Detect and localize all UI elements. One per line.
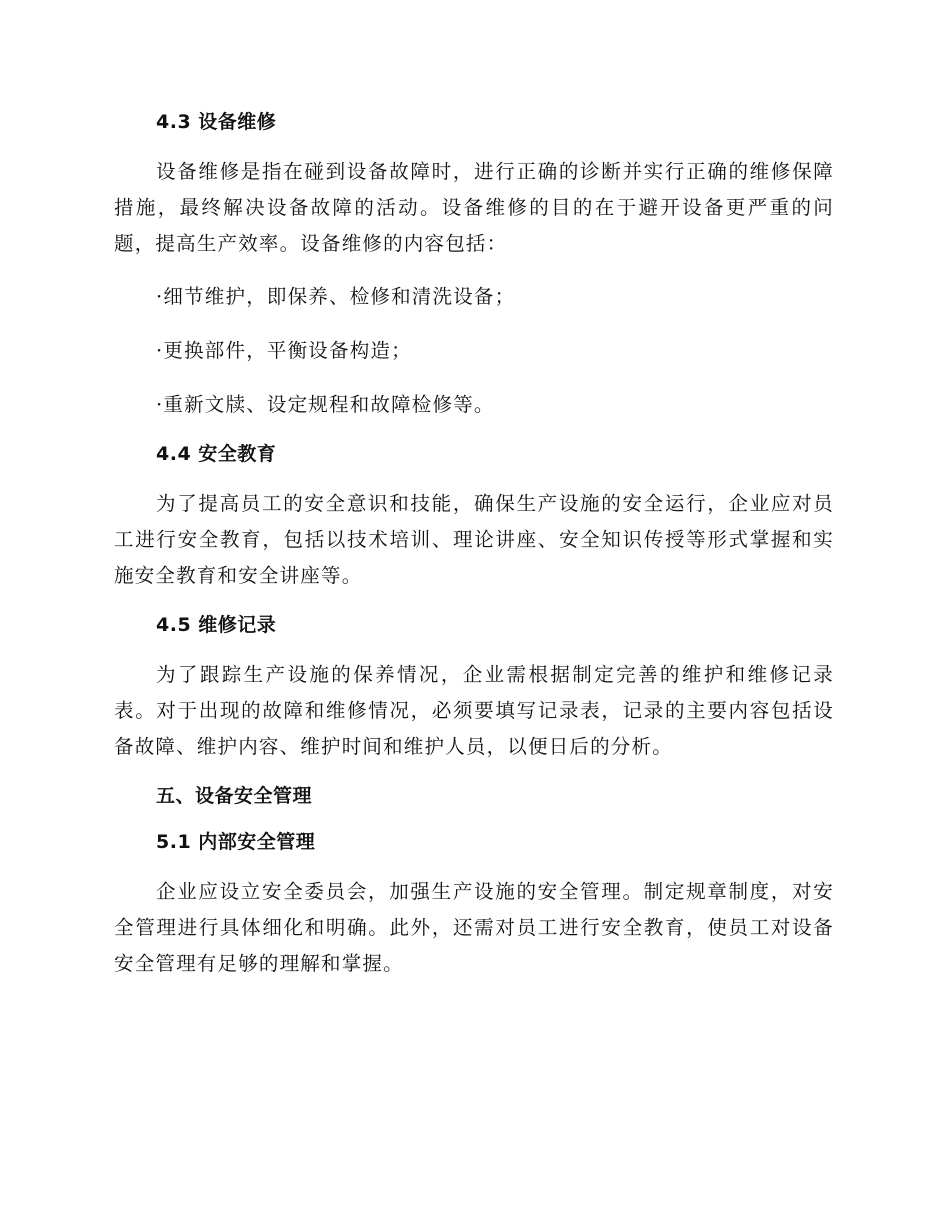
- section-heading-4-3: 4.3 设备维修: [156, 111, 277, 133]
- section-paragraph-4-5: 为了跟踪生产设施的保养情况，企业需根据制定完善的维护和维修记录表。对于出现的故障和维修情况，必须要填写记录表，记录的主要内容包括设备故障、维护内容、维护时间和维护人员，以便日后的分析。: [114, 663, 834, 758]
- chapter-heading-5: 五、设备安全管理: [156, 785, 313, 807]
- bullet-item: ·细节维护，即保养、检修和清洗设备；: [156, 285, 516, 308]
- section-paragraph-4-3: 设备维修是指在碰到设备故障时，进行正确的诊断并实行正确的维修保障措施，最终解决设备故障的活动。设备维修的目的在于避开设备更严重的问题，提高生产效率。设备维修的内容包括：: [114, 160, 834, 255]
- document-body: [114, 108, 834, 982]
- bullet-item: ·重新文牍、设定规程和故障检修等。: [156, 393, 495, 416]
- section-heading-4-5: 4.5 维修记录: [156, 614, 277, 636]
- bullet-item: ·更换部件，平衡设备构造；: [156, 339, 412, 362]
- section-paragraph-5-1: 企业应设立安全委员会，加强生产设施的安全管理。制定规章制度，对安全管理进行具体细化和明确。此外，还需对员工进行安全教育，使员工对设备安全管理有足够的理解和掌握。: [114, 880, 834, 975]
- section-heading-5-1: 5.1 内部安全管理: [156, 831, 316, 853]
- section-heading-4-4: 4.4 安全教育: [156, 443, 277, 465]
- section-paragraph-4-4: 为了提高员工的安全意识和技能，确保生产设施的安全运行，企业应对员工进行安全教育，包括以技术培训、理论讲座、安全知识传授等形式掌握和实施安全教育和安全讲座等。: [114, 492, 834, 587]
